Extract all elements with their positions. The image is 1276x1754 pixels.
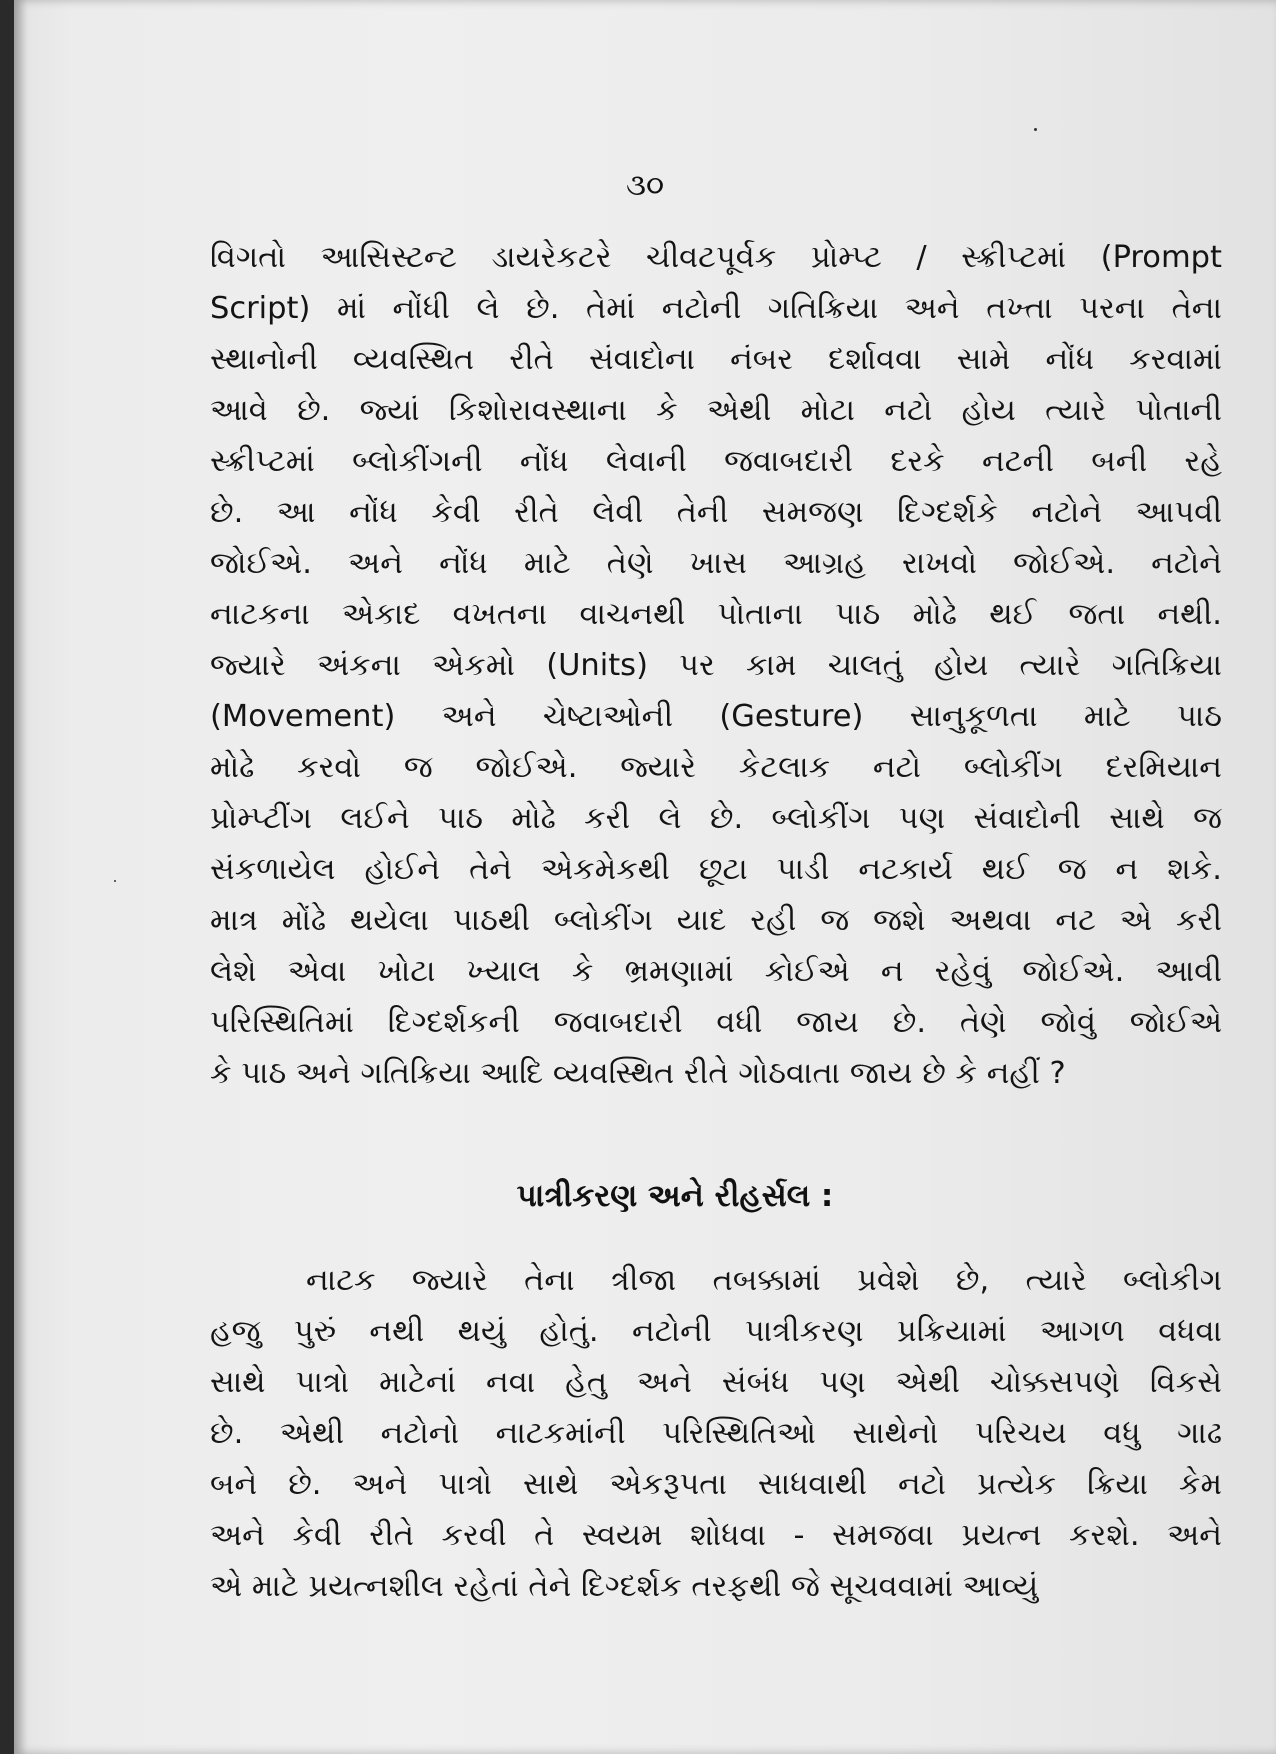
book-page xyxy=(14,0,1276,1754)
paragraph-line: સાથે પાત્રો માટેનાં નવા હેતુ અને સંબંધ પણ એથી ચોક્કસપણે વિકસે xyxy=(210,1365,1222,1400)
paragraph-line: માત્ર મોંઢે થયેલા પાઠથી બ્લોકીંગ યાદ રહી જ જશે અથવા નટ એ કરી xyxy=(210,903,1222,938)
paragraph-line: પરિસ્થિતિમાં દિગ્દર્શકની જવાબદારી વધી જાય છે. તેણે જોવું જોઈએ xyxy=(210,1005,1222,1040)
paragraph-line: Script) માં નોંધી લે છે. તેમાં નટોની ગતિક્રિયા અને તખ્તા પરના તેના xyxy=(210,291,1222,326)
paragraph-line: કે પાઠ અને ગતિક્રિયા આદિ વ્યવસ્થિત રીતે ગોઠવાતા જાય છે કે નહીં ? xyxy=(210,1056,1066,1091)
paragraph-line: લેશે એવા ખોટા ખ્યાલ કે ભ્રમણામાં કોઈએ ન રહેવું જોઈએ. આવી xyxy=(210,954,1222,989)
paragraph-line: અને કેવી રીતે કરવી તે સ્વયમ શોધવા - સમજવા પ્રયત્ન કરશે. અને xyxy=(210,1518,1222,1553)
paragraph-line: પ્રોમ્પ્ટીંગ લઈને પાઠ મોઢે કરી લે છે. બ્લોકીંગ પણ સંવાદોની સાથે જ xyxy=(210,801,1222,836)
ink-speck xyxy=(114,880,116,882)
paragraph-line: આવે છે. જ્યાં કિશોરાવસ્થાના કે એથી મોટા નટો હોય ત્યારે પોતાની xyxy=(210,393,1222,428)
ink-speck xyxy=(1034,128,1037,131)
paragraph-line: હજુ પુરું નથી થયું હોતું. નટોની પાત્રીકરણ પ્રક્રિયામાં આગળ વધવા xyxy=(210,1314,1222,1349)
paragraph-line: બને છે. અને પાત્રો સાથે એકરૂપતા સાધવાથી નટો પ્રત્યેક ક્રિયા કેમ xyxy=(210,1467,1222,1502)
page-number: ૩૦ xyxy=(625,168,665,203)
paragraph-line: સ્ક્રીપ્ટમાં બ્લોકીંગની નોંધ લેવાની જવાબદારી દરકે નટની બની રહે xyxy=(210,444,1222,479)
paragraph-line: એ માટે પ્રયત્નશીલ રહેતાં તેને દિગ્દર્શક તરફથી જે સૂચવવામાં આવ્યું xyxy=(210,1569,1039,1604)
paragraph-2 xyxy=(210,1255,1222,1612)
paragraph-line: (Movement) અને ચેષ્ટાઓની (Gesture) સાનુકૂળતા માટે પાઠ xyxy=(210,699,1222,734)
paragraph-line: છે. એથી નટોનો નાટકમાંની પરિસ્થિતિઓ સાથેનો પરિચય વધુ ગાઢ xyxy=(210,1416,1222,1451)
paragraph-line: સ્થાનોની વ્યવસ્થિત રીતે સંવાદોના નંબર દર્શાવવા સામે નોંધ કરવામાં xyxy=(210,342,1222,377)
paragraph-line: જ્યારે અંકના એકમો (Units) પર કામ ચાલતું હોય ત્યારે ગતિક્રિયા xyxy=(210,648,1222,683)
paragraph-1 xyxy=(210,232,1222,1099)
section-heading: પાત્રીકરણ અને રીહર્સલ : xyxy=(516,1178,834,1214)
paragraph-line: વિગતો આસિસ્ટન્ટ ડાયરેકટરે ચીવટપૂર્વક પ્રોમ્પ્ટ / સ્ક્રીપ્ટમાં (Prompt xyxy=(210,240,1222,275)
paragraph-line: નાટક જ્યારે તેના ત્રીજા તબક્કામાં પ્રવેશે છે, ત્યારે બ્લોકીગ xyxy=(306,1263,1222,1298)
paragraph-line: સંકળાયેલ હોઈને તેને એકમેકથી છૂટા પાડી નટકાર્ય થઈ જ ન શકે. xyxy=(210,852,1222,887)
paragraph-line: નાટકના એકાદ વખતના વાચનથી પોતાના પાઠ મોઢે થઈ જતા નથી. xyxy=(210,597,1222,632)
paragraph-line: મોઢે કરવો જ જોઈએ. જ્યારે કેટલાક નટો બ્લોકીંગ દરમિયાન xyxy=(210,750,1222,785)
paragraph-line: જોઈએ. અને નોંધ માટે તેણે ખાસ આગ્રહ રાખવો જોઈએ. નટોને xyxy=(210,546,1222,581)
paragraph-line: છે. આ નોંધ કેવી રીતે લેવી તેની સમજણ દિગ્દર્શકે નટોને આપવી xyxy=(210,495,1222,530)
